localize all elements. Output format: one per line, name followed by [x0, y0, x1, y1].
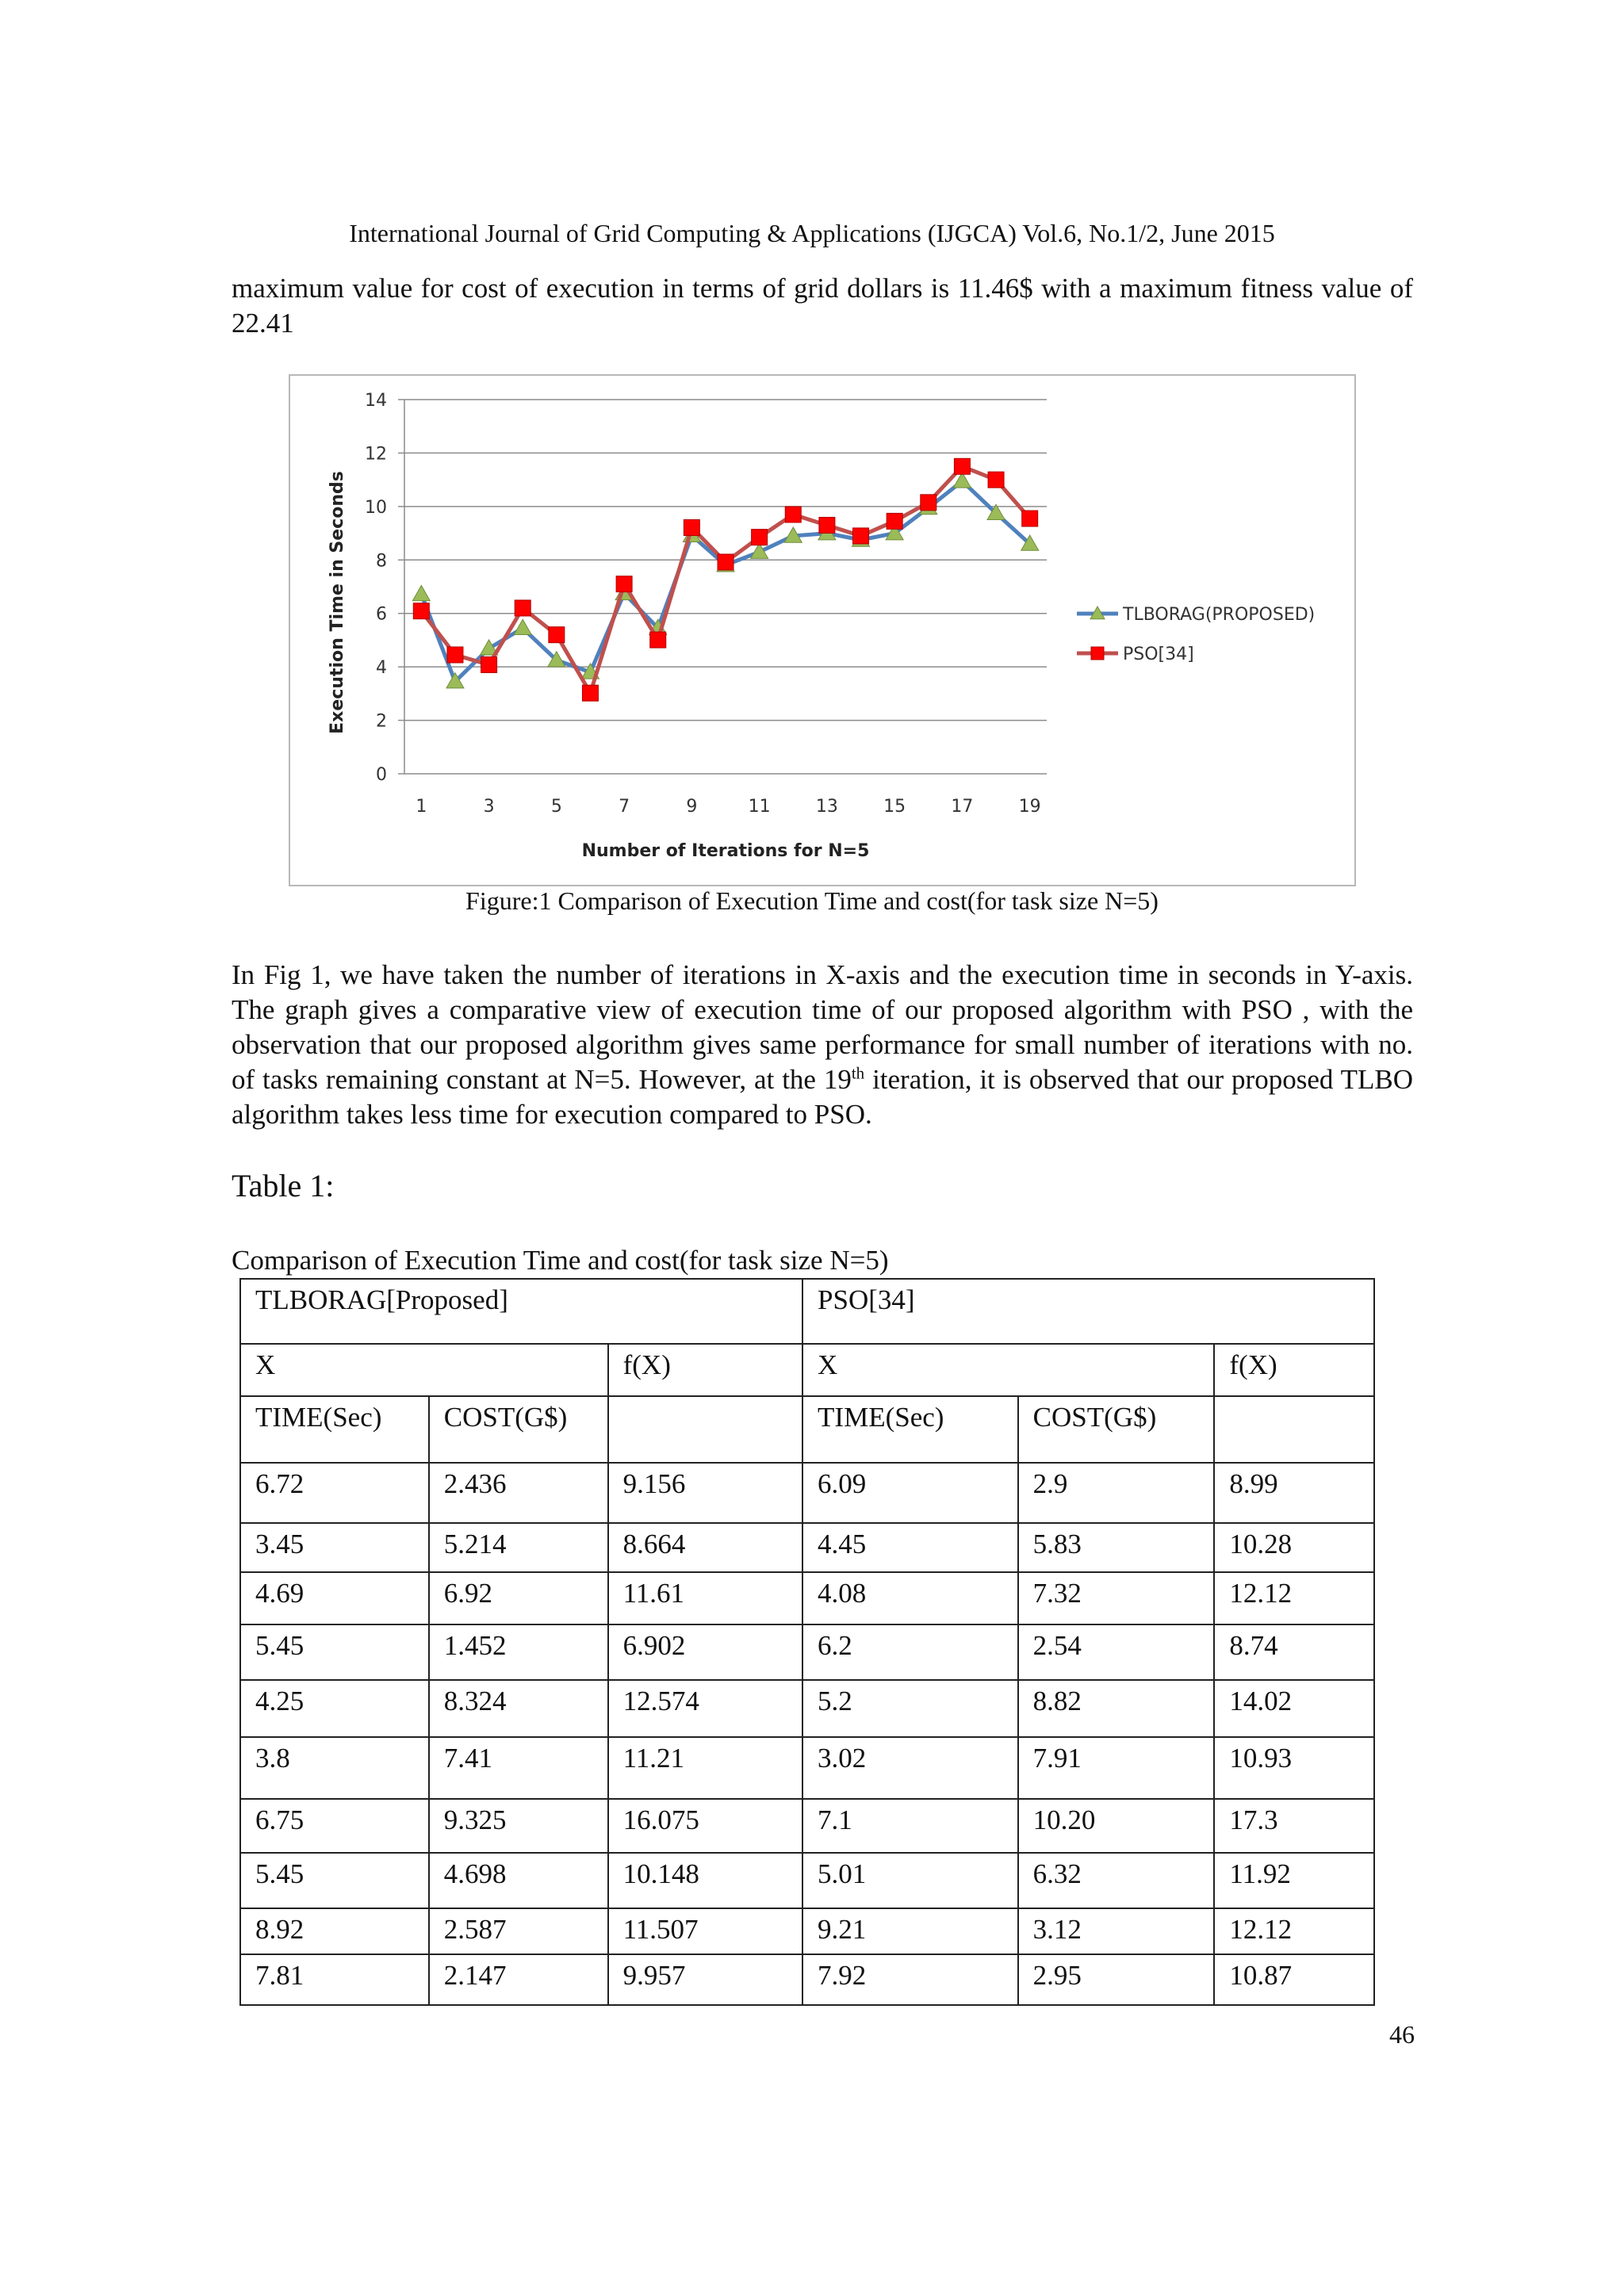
legend-label: PSO[34]	[1123, 645, 1194, 664]
x-tick-label: 9	[686, 797, 698, 817]
journal-header: International Journal of Grid Computing & Applications (IJGCA) Vol.6, No.1/2, June 2015	[349, 219, 1275, 247]
data-point-square	[718, 554, 733, 570]
table-subheader-row	[240, 1344, 1374, 1396]
figure-caption: Figure:1 Comparison of Execution Time and cost(for task size N=5)	[465, 886, 1159, 915]
table-row	[240, 1954, 1374, 2005]
x-tick-label: 11	[748, 797, 771, 817]
table-cell: 2.9	[1018, 1463, 1215, 1523]
table-cell: 17.3	[1214, 1799, 1374, 1853]
table-cell: 5.01	[802, 1853, 1018, 1908]
paragraph-analysis-main: In Fig 1, we have taken the number of iterations in X-axis and the execution time in seconds in Y-axis. The graph gives a comparative view of execution time of our proposed algorithm with PSO , with the observation that our proposed algorithm gives same performance for small number of iterations with no. of tasks remaining constant at N=5. However, at the 19	[232, 959, 1413, 1095]
table-cell: 6.2	[802, 1624, 1018, 1680]
table-cell: 3.45	[240, 1523, 429, 1572]
group-header-pso: PSO[34]	[802, 1279, 1374, 1344]
table-cell: 4.69	[240, 1572, 429, 1624]
table-cell: 10.28	[1214, 1523, 1374, 1572]
data-point-square	[988, 472, 1004, 488]
x-tick-label: 1	[416, 797, 427, 817]
data-point-square	[785, 507, 801, 522]
page-number: 46	[1389, 2020, 1415, 2049]
table-cell: 5.2	[802, 1680, 1018, 1737]
table-cell: 7.32	[1018, 1572, 1215, 1624]
data-point-square	[650, 632, 666, 648]
table-row	[240, 1463, 1374, 1523]
superscript-th: th	[851, 1063, 865, 1083]
data-point-square	[921, 495, 936, 511]
table-cell: 6.32	[1018, 1853, 1215, 1908]
table-cell: 14.02	[1214, 1680, 1374, 1737]
data-point-square	[515, 600, 530, 616]
table-row	[240, 1680, 1374, 1737]
data-point-square	[853, 528, 869, 544]
column-header: COST(G$)	[1018, 1396, 1215, 1463]
table-row	[240, 1572, 1374, 1624]
table-cell: 9.957	[608, 1954, 802, 2005]
column-header: COST(G$)	[429, 1396, 608, 1463]
column-header: TIME(Sec)	[802, 1396, 1018, 1463]
data-point-square	[752, 530, 768, 545]
table-cell: 6.09	[802, 1463, 1018, 1523]
paragraph-analysis-end: iteration, it is observed that our proposed TLBO algorithm takes less time for execution compared to PSO.	[232, 1064, 1413, 1130]
table-cell: 11.507	[608, 1908, 802, 1954]
table-cell: 7.92	[802, 1954, 1018, 2005]
subheader-x-pso: X	[802, 1344, 1214, 1396]
table-cell: 7.81	[240, 1954, 429, 2005]
table-cell: 6.75	[240, 1799, 429, 1853]
table-row	[240, 1908, 1374, 1954]
table-cell: 12.12	[1214, 1572, 1374, 1624]
table-cell: 8.82	[1018, 1680, 1215, 1737]
x-axis-title: Number of Iterations for N=5	[581, 841, 870, 861]
table-caption: Comparison of Execution Time and cost(for task size N=5)	[232, 1245, 889, 1276]
legend-marker-square	[1091, 647, 1104, 660]
x-tick-label: 7	[619, 797, 630, 817]
data-point-square	[1022, 511, 1038, 526]
table-cell: 3.12	[1018, 1908, 1215, 1954]
table-cell: 10.87	[1214, 1954, 1374, 2005]
table-cell: 3.02	[802, 1737, 1018, 1799]
table-row	[240, 1799, 1374, 1853]
column-header	[1214, 1396, 1374, 1463]
data-point-square	[413, 603, 429, 619]
column-header	[608, 1396, 802, 1463]
table-cell: 7.91	[1018, 1737, 1215, 1799]
table-cell: 4.45	[802, 1523, 1018, 1572]
group-header-proposed: TLBORAG[Proposed]	[240, 1279, 802, 1344]
table-cell: 2.587	[429, 1908, 608, 1954]
table-cell: 10.93	[1214, 1737, 1374, 1799]
table-cell: 16.075	[608, 1799, 802, 1853]
y-axis-title: Execution Time in Seconds	[327, 471, 347, 734]
table-cell: 5.214	[429, 1523, 608, 1572]
table-cell: 6.92	[429, 1572, 608, 1624]
y-tick-label: 2	[376, 711, 387, 732]
table-cell: 6.72	[240, 1463, 429, 1523]
table-cell: 11.61	[608, 1572, 802, 1624]
table-cell: 11.21	[608, 1737, 802, 1799]
paragraph-analysis	[232, 958, 1413, 1132]
y-tick-label: 6	[376, 604, 387, 625]
table-cell: 4.25	[240, 1680, 429, 1737]
table-row	[240, 1737, 1374, 1799]
figure-1-chart	[289, 374, 1356, 886]
table-cell: 10.20	[1018, 1799, 1215, 1853]
subheader-fx-proposed: f(X)	[608, 1344, 802, 1396]
data-point-square	[616, 576, 632, 592]
data-point-square	[582, 685, 598, 701]
table-cell: 5.45	[240, 1624, 429, 1680]
table-cell: 9.156	[608, 1463, 802, 1523]
table-cell: 9.325	[429, 1799, 608, 1853]
comparison-table	[239, 1278, 1375, 2006]
table-column-header-row	[240, 1396, 1374, 1463]
series-line-0	[421, 481, 1029, 682]
paragraph-intro: maximum value for cost of execution in terms of grid dollars is 11.46$ with a maximum fitness value of 22.41	[232, 273, 1413, 339]
table-cell: 5.83	[1018, 1523, 1215, 1572]
x-tick-label: 19	[1018, 797, 1041, 817]
table-cell: 8.74	[1214, 1624, 1374, 1680]
x-tick-label: 5	[550, 797, 562, 817]
table-row	[240, 1523, 1374, 1572]
subheader-x-proposed: X	[240, 1344, 608, 1396]
y-tick-label: 12	[365, 444, 387, 465]
data-point-square	[481, 656, 497, 672]
data-point-triangle	[412, 585, 430, 600]
table-cell: 3.8	[240, 1737, 429, 1799]
table-cell: 12.12	[1214, 1908, 1374, 1954]
y-tick-label: 4	[376, 658, 387, 679]
column-header: TIME(Sec)	[240, 1396, 429, 1463]
table-cell: 6.902	[608, 1624, 802, 1680]
table-cell: 2.436	[429, 1463, 608, 1523]
table-row	[240, 1624, 1374, 1680]
line-chart-svg	[290, 376, 1354, 885]
table-cell: 8.664	[608, 1523, 802, 1572]
table-cell: 4.698	[429, 1853, 608, 1908]
y-tick-label: 0	[376, 765, 387, 785]
x-tick-label: 17	[951, 797, 974, 817]
y-tick-label: 8	[376, 551, 387, 572]
table-cell: 7.1	[802, 1799, 1018, 1853]
data-point-square	[887, 513, 902, 529]
table-cell: 12.574	[608, 1680, 802, 1737]
table-cell: 9.21	[802, 1908, 1018, 1954]
x-tick-label: 15	[883, 797, 906, 817]
table-cell: 8.99	[1214, 1463, 1374, 1523]
table-cell: 8.92	[240, 1908, 429, 1954]
table-cell: 5.45	[240, 1853, 429, 1908]
table-title: Table 1:	[232, 1168, 335, 1203]
table-cell: 2.95	[1018, 1954, 1215, 2005]
data-point-square	[549, 627, 565, 643]
x-tick-label: 13	[815, 797, 838, 817]
data-point-square	[954, 458, 970, 474]
table-cell: 2.54	[1018, 1624, 1215, 1680]
table-cell: 2.147	[429, 1954, 608, 2005]
table-row	[240, 1853, 1374, 1908]
table-cell: 8.324	[429, 1680, 608, 1737]
table-cell: 4.08	[802, 1572, 1018, 1624]
legend-label: TLBORAG(PROPOSED)	[1123, 605, 1316, 625]
table-cell: 1.452	[429, 1624, 608, 1680]
table-cell: 7.41	[429, 1737, 608, 1799]
data-point-square	[819, 517, 835, 533]
x-tick-label: 3	[483, 797, 495, 817]
subheader-fx-pso: f(X)	[1214, 1344, 1374, 1396]
data-point-square	[684, 519, 699, 535]
y-tick-label: 10	[365, 497, 387, 518]
table-group-header-row	[240, 1279, 1374, 1344]
table-cell: 11.92	[1214, 1853, 1374, 1908]
data-point-square	[447, 647, 463, 663]
y-tick-label: 14	[365, 391, 387, 411]
table-cell: 10.148	[608, 1853, 802, 1908]
